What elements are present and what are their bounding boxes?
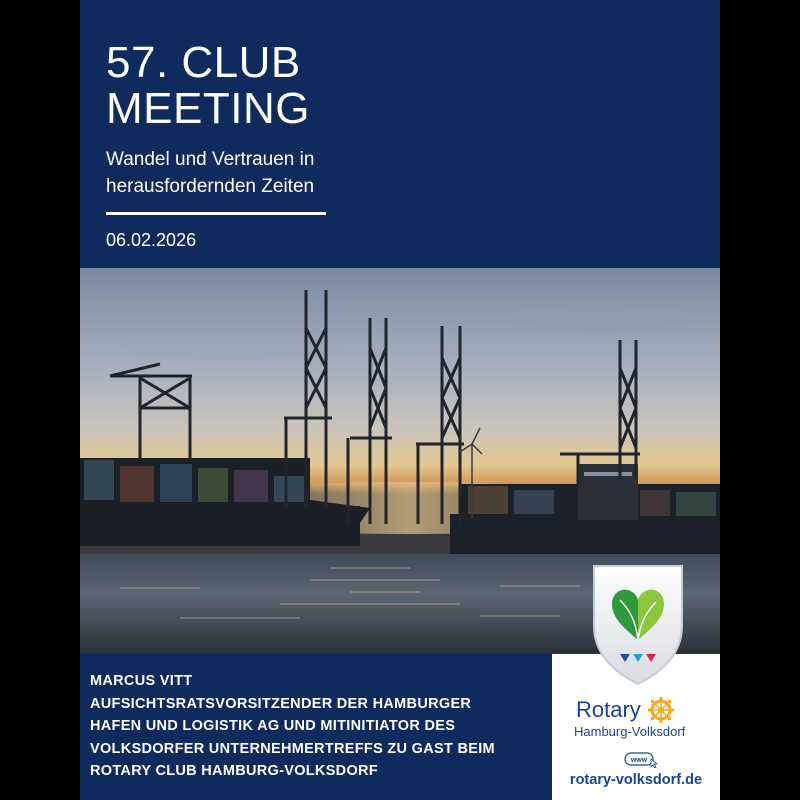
speaker-block	[80, 654, 552, 800]
title-line-1: 57. CLUB	[106, 38, 301, 87]
rotary-wheel-icon	[647, 696, 675, 724]
event-subtitle	[106, 146, 314, 200]
rotary-logo	[576, 696, 675, 724]
speaker-line-2: AUFSICHTSRATSVORSITZENDER DER HAMBURGER	[90, 695, 472, 712]
event-date: 06.02.2026	[106, 230, 197, 250]
speaker-name: MARCUS VITT	[90, 673, 193, 689]
heart-crest-icon	[590, 562, 686, 686]
title-line-2: MEETING	[106, 84, 310, 133]
subtitle-line-2: herausfordernden Zeiten	[106, 176, 315, 197]
www-label: www	[630, 757, 648, 764]
subtitle-line-1: Wandel und Vertrauen in	[106, 149, 315, 170]
poster	[80, 0, 720, 800]
website-link[interactable]: rotary-volksdorf.de	[569, 772, 703, 788]
title-divider	[106, 212, 326, 215]
speaker-line-5: ROTARY CLUB HAMBURG-VOLKSDORF	[90, 763, 378, 779]
event-title	[106, 40, 310, 132]
speaker-line-3: HAFEN UND LOGISTIK AG UND MITINITIATOR DES	[90, 718, 456, 734]
speaker-info	[90, 670, 550, 783]
www-cursor-icon	[624, 752, 658, 768]
club-name: Hamburg-Volksdorf	[574, 724, 686, 739]
speaker-line-4: VOLKSDORFER UNTERNEHMERTREFFS ZU GAST BEIM	[90, 740, 495, 757]
rotary-wordmark: Rotary	[576, 697, 641, 722]
